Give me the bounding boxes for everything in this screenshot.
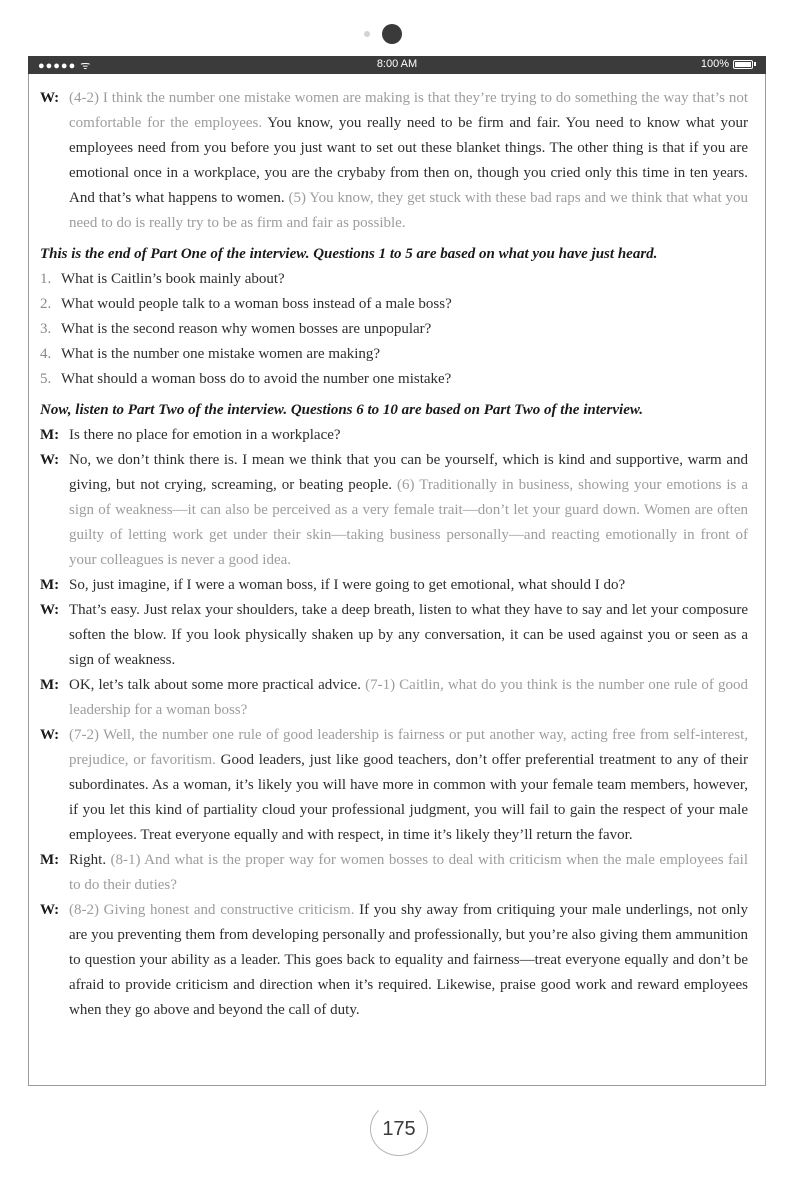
- section-instruction: This is the end of Part One of the interview. Questions 1 to 5 are based on what you have just heard.: [40, 246, 658, 262]
- dialogue-line: [40, 448, 748, 573]
- line-text: [69, 898, 748, 1023]
- section-instruction: Now, listen to Part Two of the interview. Questions 6 to 10 are based on Part Two of the interview.: [40, 402, 644, 418]
- speaker: W:: [40, 90, 60, 106]
- question-text: What would people talk to a woman boss instead of a male boss?: [61, 296, 452, 312]
- line-body: You know, you really need to be firm and fair. You need to know what your employees need from you before you just want to set out these blanket things. The other thing is that if you are emotional once in a workplace, you are the crybaby from then on, though you cried only this time in ten years. And that’s what happens to women.: [69, 115, 748, 206]
- line-body: That’s easy. Just relax your shoulders, take a deep breath, listen to what they have to say and let your composure soften the blow. If you look physically shaken up by any conversation, it can be used against you or seen as a sign of weakness.: [69, 602, 748, 668]
- dialogue-line: [40, 848, 748, 898]
- battery-icon: [733, 60, 753, 69]
- dialogue-line: [40, 673, 748, 723]
- question-item: [40, 367, 748, 392]
- question-number: 3.: [40, 321, 52, 337]
- page-number: 175: [370, 1102, 428, 1156]
- question-number: 2.: [40, 296, 52, 312]
- battery-tip: [754, 62, 756, 66]
- camera-sensor: [364, 31, 370, 37]
- battery-indicator: [701, 58, 756, 70]
- question-text: What is the second reason why women bosses are unpopular?: [61, 321, 432, 337]
- dialogue-line: [40, 598, 748, 673]
- question-number: 4.: [40, 346, 52, 362]
- dialogue-line: [40, 423, 748, 448]
- transcript: [40, 86, 748, 1023]
- speaker: M:: [40, 852, 60, 868]
- speaker: W:: [40, 727, 60, 743]
- dialogue-line: [40, 898, 748, 1023]
- speaker: W:: [40, 602, 60, 618]
- line-text: [69, 723, 748, 848]
- line-body: Right.: [69, 852, 111, 868]
- question-number: 5.: [40, 371, 52, 387]
- question-text: What is the number one mistake women are making?: [61, 346, 381, 362]
- answer-hint: (8-1) And what is the proper way for women bosses to deal with criticism when the male employees fail to do their duties?: [69, 852, 748, 893]
- signal-icon: ●●●●● ᯤ: [38, 60, 92, 72]
- dialogue-line: [40, 86, 748, 236]
- dialogue-line: [40, 573, 748, 598]
- line-body: OK, let’s talk about some more practical advice.: [69, 677, 366, 693]
- answer-hint: (7-1) Caitlin, what do you think is the number one rule of good leadership for a woman boss?: [69, 677, 749, 718]
- camera-lens: [382, 24, 402, 44]
- battery-percent: 100%: [700, 58, 729, 70]
- answer-hint: (5) You know, they get stuck with these bad raps and we think that what you need to do is really try to be as firm and fair as possible.: [69, 190, 748, 231]
- question-text: What is Caitlin’s book mainly about?: [61, 271, 285, 287]
- answer-hint: (7-2) Well, the number one rule of good leadership is fairness or put another way, acting free from self-interest, prejudice, or favoritism.: [69, 727, 748, 768]
- status-bar: [28, 56, 766, 74]
- question-text: What should a woman boss do to avoid the number one mistake?: [61, 371, 452, 387]
- question-number: 1.: [40, 271, 52, 287]
- line-text: [69, 673, 748, 723]
- clock: 8:00 AM: [376, 58, 418, 70]
- camera: [362, 24, 402, 44]
- speaker: W:: [40, 452, 60, 468]
- speaker: M:: [40, 577, 60, 593]
- speaker: M:: [40, 677, 60, 693]
- line-body: If you shy away from critiquing your male underlings, not only are you preventing them from developing personally and professionally, but you’re also giving them ammunition to question your ability as a leader. This goes back to equality and fairness—treat everyone equally and don’t be afraid to provide criticism and direction when it’s required. Likewise, praise good work and reward employees when they go above and beyond the call of duty.: [69, 902, 748, 1018]
- question-item: [40, 342, 748, 367]
- answer-hint: (6) Traditionally in business, showing your emotions is a sign of weakness—it can also be perceived as a very female trait—don’t let your guard down. Women are often guilty of letting work get under their skin—taking business personally—and reacting emotionally in front of your colleagues is never a good idea.: [69, 477, 749, 568]
- question-item: [40, 267, 748, 292]
- line-body: No, we don’t think there is. I mean we think that you can be yourself, which is kind and supportive, warm and giving, but not crying, screaming, or beating people.: [69, 452, 748, 493]
- line-text: [69, 848, 748, 898]
- answer-hint: (4-2) I think the number one mistake women are making is that they’re trying to do something the way that’s not comfortable for the employees.: [69, 90, 748, 131]
- question-list: [40, 267, 748, 392]
- line-body: Is there no place for emotion in a workplace?: [69, 427, 341, 443]
- answer-hint: (8-2) Giving honest and constructive criticism.: [69, 902, 360, 918]
- line-text: [69, 448, 748, 573]
- line-body: So, just imagine, if I were a woman boss, if I were going to get emotional, what should I do?: [69, 577, 626, 593]
- question-item: [40, 292, 748, 317]
- line-body: Good leaders, just like good teachers, don’t offer preferential treatment to any of their subordinates. As a woman, it’s likely you will have more in common with your female team members, however, if you let this kind of partiality cloud your professional judgment, you will fail to gain the respect of your male employees. Treat everyone equally and with respect, in time it’s likely they’ll return the favor.: [69, 752, 748, 843]
- dialogue-line: [40, 723, 748, 848]
- speaker: W:: [40, 902, 60, 918]
- line-text: [69, 86, 748, 236]
- question-item: [40, 317, 748, 342]
- speaker: M:: [40, 427, 60, 443]
